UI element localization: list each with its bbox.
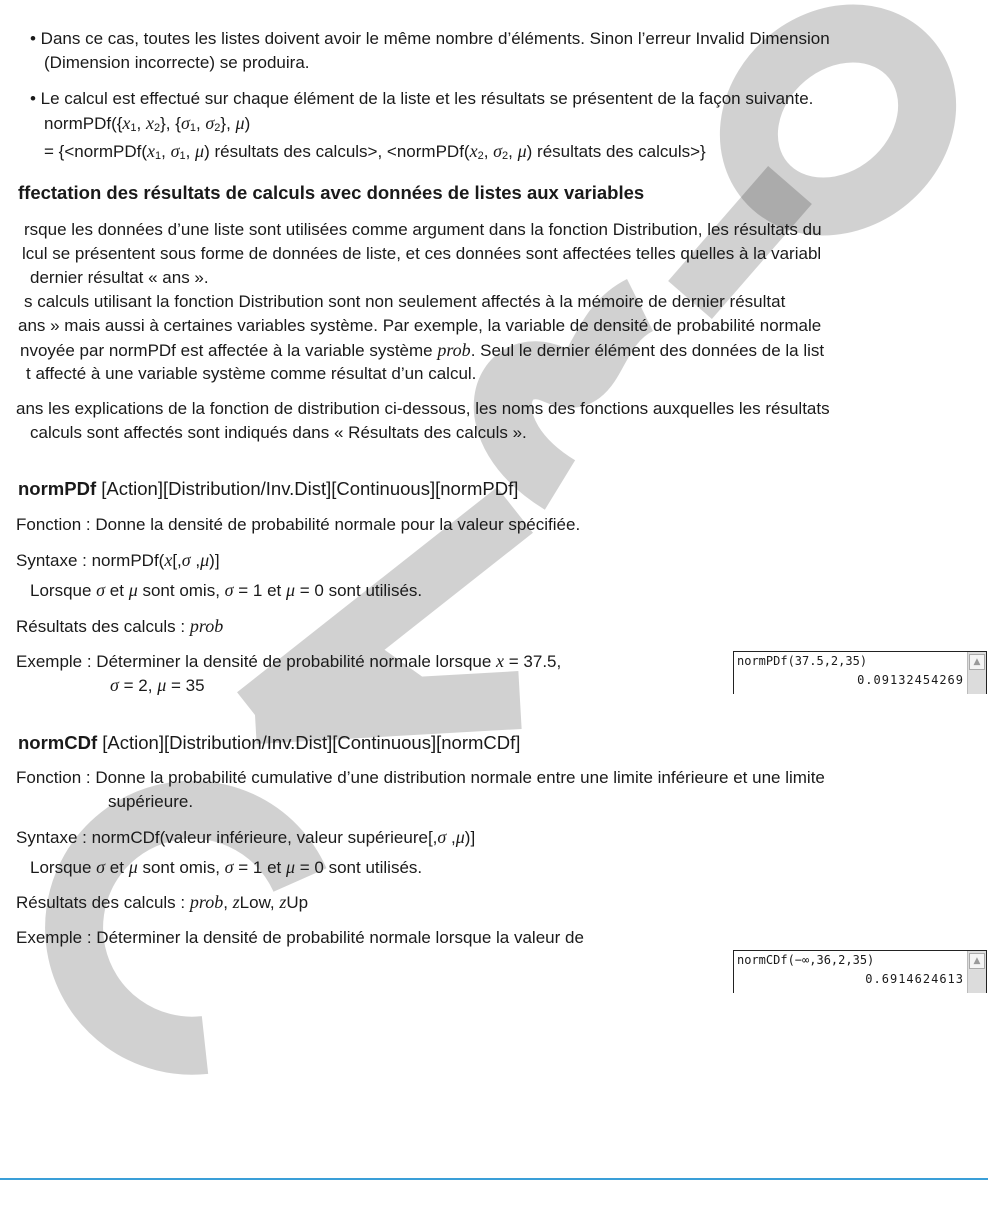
scrollbar[interactable]	[967, 951, 986, 993]
normpdf-calculator-screen	[733, 651, 987, 694]
section-p1-line2: lcul se présentent sous forme de données de liste, et ces données sont affectées telles quelles à la variabl	[22, 244, 822, 263]
section-p1-line1: rsque les données d’une liste sont utilisées comme argument dans la fonction Distribution, les résultats du	[24, 220, 822, 239]
bullet-dimension-line1: • Dans ce cas, toutes les listes doivent avoir le même nombre d’éléments. Sinon l’erreur Invalid Dimension	[30, 29, 830, 48]
bullet-calcul-line1: • Le calcul est effectué sur chaque élément de la liste et les résultats se présentent de la façon suivante.	[30, 89, 814, 108]
calc-input: normCDf(−∞,36,2,35)	[737, 953, 875, 967]
normpdf-heading: normPDf [Action][Distribution/Inv.Dist][Continuous][normPDf]	[18, 478, 519, 499]
normpdf-omit-note: Lorsque σ et μ sont omis, σ = 1 et μ = 0 sont utilisés.	[30, 580, 423, 600]
normcdf-resultats: Résultats des calculs : prob, zLow, zUp	[16, 892, 309, 912]
normpdf-exemple-line1: Exemple : Déterminer la densité de probabilité normale lorsque x = 37.5,	[16, 651, 562, 671]
scroll-up-arrow-icon[interactable]: ▲	[969, 953, 985, 969]
scrollbar[interactable]	[967, 652, 986, 694]
section-heading: ffectation des résultats de calculs avec données de listes aux variables	[18, 182, 645, 203]
section-p2-line3: nvoyée par normPDf est affectée à la variable système prob. Seul le dernier élément des données de la list	[20, 340, 825, 360]
section-p2-line4: t affecté à une variable système comme résultat d’un calcul.	[26, 364, 477, 383]
calc-input: normPDf(37.5,2,35)	[737, 654, 868, 668]
normcdf-exemple: Exemple : Déterminer la densité de probabilité normale lorsque la valeur de	[16, 928, 584, 947]
section-p2-line2: ans » mais aussi à certaines variables système. Par exemple, la variable de densité de probabilité normale	[18, 316, 822, 335]
scroll-up-arrow-icon[interactable]: ▲	[969, 654, 985, 670]
section-p1-line3: dernier résultat « ans ».	[30, 268, 209, 287]
calc-output: 0.6914624613	[865, 972, 964, 986]
bullet-dimension-line2: (Dimension incorrecte) se produira.	[44, 53, 310, 72]
normcdf-omit-note: Lorsque σ et μ sont omis, σ = 1 et μ = 0 sont utilisés.	[30, 857, 423, 877]
calc-output: 0.09132454269	[857, 673, 964, 687]
section-p3-line2: calculs sont affectés sont indiqués dans « Résultats des calculs ».	[30, 423, 527, 442]
section-p2-line1: s calculs utilisant la fonction Distribution sont non seulement affectés à la mémoire de dernier résultat	[24, 292, 786, 311]
section-p3-line1: ans les explications de la fonction de distribution ci-dessous, les noms des fonctions auxquelles les résultats	[16, 399, 830, 418]
bullet-calcul-line3: = {$<normPDf(x_1$, $\sigma_1$, μ) résultats des calculs>, $<normPDf(x_2$, $\sigma_2$, μ) résultats des calculs>}	[44, 141, 706, 162]
bullet-calcul-line2: $normPDf(\{x_1$, $x_2$}, {$\sigma_1$, $\sigma_2$}, μ)	[44, 113, 251, 134]
normpdf-resultats: Résultats des calculs : prob	[16, 616, 224, 636]
normpdf-syntaxe: Syntaxe : normPDf(x[,σ ,μ)]	[16, 550, 220, 570]
normcdf-calculator-screen	[733, 950, 987, 993]
normcdf-fonction-line1: Fonction : Donne la probabilité cumulative d’une distribution normale entre une limite inférieure et une limite	[16, 768, 825, 787]
normcdf-heading: normCDf [Action][Distribution/Inv.Dist][Continuous][normCDf]	[18, 732, 521, 753]
footer-rule	[0, 1178, 988, 1180]
normcdf-syntaxe: Syntaxe : normCDf(valeur inférieure, valeur supérieure[,σ ,μ)]	[16, 827, 476, 847]
normcdf-fonction-line2: supérieure.	[108, 792, 194, 811]
normpdf-exemple-line2: σ = 2, μ = 35	[110, 675, 205, 695]
normpdf-fonction: Fonction : Donne la densité de probabilité normale pour la valeur spécifiée.	[16, 515, 581, 534]
